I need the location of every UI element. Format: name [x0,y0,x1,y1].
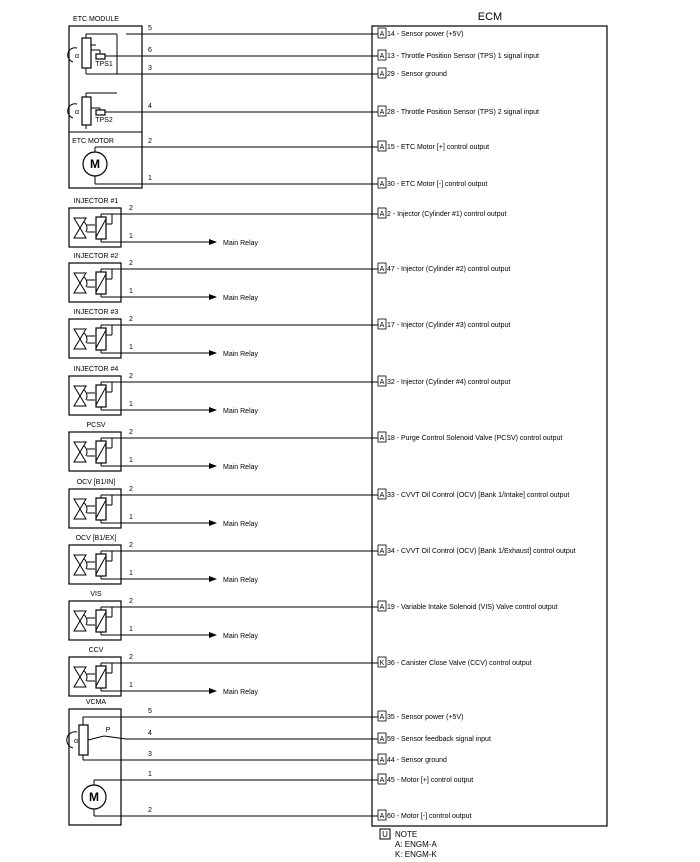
etc-module [68,16,142,188]
wire-number: 1 [148,175,152,182]
solenoid-block [69,253,510,302]
terminal-letter: A [379,322,385,329]
terminal-letter: A [379,379,385,386]
solenoid-block [69,366,510,415]
etc-pin-row [126,25,463,38]
etc-pin-row [126,103,539,116]
vcma-pin-row [126,807,471,820]
solenoid-block [69,591,558,640]
solenoid-block [69,479,569,528]
terminal-letter: A [379,604,385,611]
main-relay-label: Main Relay [223,521,259,528]
terminal-letter: A [379,757,385,764]
pins-layer [126,25,539,820]
wire-number: 3 [148,65,152,72]
main-relay-label: Main Relay [223,295,259,302]
wire-number: 2 [148,138,152,145]
terminal-letter: A [379,144,385,151]
wire-number: 1 [129,344,133,351]
solenoid-label: VIS [90,591,102,598]
main-relay-label: Main Relay [223,464,259,471]
pin-description: 2 - Injector (Cylinder #1) control output [387,211,507,218]
pin-description: 32 - Injector (Cylinder #4) control output [387,379,511,386]
vcma-pin-row [126,771,473,784]
solenoid-label: INJECTOR #2 [73,253,119,260]
vcma-pin-row [126,730,491,743]
wire-number: 1 [129,570,133,577]
solenoid-block [69,535,576,584]
pin-description: 28 - Throttle Position Sensor (TPS) 2 signal input [387,109,540,116]
main-relay-label: Main Relay [223,633,259,640]
note [380,829,437,859]
terminal-letter: A [379,109,385,116]
solenoid-label: INJECTOR #3 [73,309,119,316]
main-relay-label: Main Relay [223,408,259,415]
pin-description: 18 - Purge Control Solenoid Valve (PCSV) control output [387,435,563,442]
terminal-letter: A [379,53,385,60]
wire-number: 1 [129,514,133,521]
tps1-label: TPS1 [95,61,113,68]
note-line: A: ENGM-A [395,840,437,849]
wire-number: 2 [129,316,133,323]
solenoid-layer [69,198,576,696]
wire-number: 1 [129,288,133,295]
main-relay-label: Main Relay [223,240,259,247]
pin-description: 29 - Sensor ground [387,71,447,78]
vcma-pin-row [126,751,447,764]
terminal-letter: A [379,211,385,218]
note-icon-glyph: U [382,830,388,839]
pin-description: 36 - Canister Close Valve (CCV) control output [387,660,532,667]
svg-text:α: α [74,53,80,60]
terminal-letter: A [379,714,385,721]
pin-description: 44 - Sensor ground [387,757,447,764]
note-line: K: ENGM-K [395,850,437,859]
terminal-letter: A [379,266,385,273]
pin-description: 19 - Variable Intake Solenoid (VIS) Valve control output [387,604,558,611]
pin-description: 30 - ETC Motor [-] control output [387,181,488,188]
etc-module-label: ETC MODULE [73,16,119,23]
vcma-label: VCMA [85,699,107,706]
solenoid-label: CCV [88,647,104,654]
wire-number: 1 [129,626,133,633]
svg-text:α: α [74,109,80,116]
pin-description: 15 - ETC Motor [+] control output [387,144,490,151]
pin-description: 45 - Motor [+] control output [387,777,474,784]
terminal-letter: A [379,181,385,188]
wire-number: 2 [129,598,133,605]
terminal-letter: A [379,813,385,820]
wire-number: 6 [148,47,152,54]
solenoid-label: OCV [B1/EX] [75,535,117,542]
terminal-letter: A [379,435,385,442]
pin-description: 34 - CVVT Oil Control (OCV) [Bank 1/Exhaust] control output [387,548,576,555]
wire-number: 5 [148,25,152,32]
solenoid-label: PCSV [86,422,106,429]
wire-number: 4 [148,103,152,110]
pin-description: 47 - Injector (Cylinder #2) control output [387,266,511,273]
wire-number: 1 [129,401,133,408]
main-relay-label: Main Relay [223,689,259,696]
wire-number: 4 [148,730,152,737]
pin-description: 14 - Sensor power (+5V) [387,31,464,38]
etc-pin-row [126,65,447,78]
solenoid-label: OCV [B1/IN] [76,479,116,486]
etc-motor-symbol: M [90,157,100,171]
pin-description: 13 - Throttle Position Sensor (TPS) 1 signal input [387,53,540,60]
vcma-pot-label: P [105,727,111,734]
ecm-title: ECM [477,11,503,23]
main-relay-label: Main Relay [223,577,259,584]
wire-number: 2 [129,373,133,380]
pin-description: 17 - Injector (Cylinder #3) control output [387,322,511,329]
wire-number: 2 [129,205,133,212]
terminal-letter: A [379,548,385,555]
etc-motor-label: ETC MOTOR [72,138,114,145]
wire-number: 2 [129,542,133,549]
vcma-motor-symbol: M [89,790,99,804]
solenoid-label: INJECTOR #1 [73,198,119,205]
etc-pin-row [126,47,539,60]
pin-description: 59 - Sensor feedback signal input [387,736,491,743]
etc-pin-row [126,138,489,151]
wire-number: 2 [129,486,133,493]
solenoid-block [69,647,532,696]
solenoid-block [69,198,506,247]
wire-number: 3 [148,751,152,758]
main-relay-label: Main Relay [223,351,259,358]
wire-number: 2 [148,807,152,814]
terminal-letter: K [379,660,385,667]
terminal-letter: A [379,736,385,743]
pin-description: 60 - Motor [-] control output [387,813,472,820]
solenoid-block [69,422,562,471]
terminal-letter: A [379,31,385,38]
wire-number: 2 [129,260,133,267]
pin-description: 33 - CVVT Oil Control (OCV) [Bank 1/Intake] control output [387,492,570,499]
wire-number: 1 [129,233,133,240]
svg-text:α: α [73,738,79,745]
wire-number: 2 [129,654,133,661]
vcma-pin-row [126,708,463,721]
wire-number: 1 [129,457,133,464]
tps2-label: TPS2 [95,117,113,124]
wire-number: 5 [148,708,152,715]
wire-number: 1 [129,682,133,689]
terminal-letter: A [379,492,385,499]
solenoid-label: INJECTOR #4 [73,366,119,373]
terminal-letter: A [379,777,385,784]
note-title: NOTE [395,830,418,839]
solenoid-block [69,309,510,358]
etc-pin-row [126,175,487,188]
pin-description: 35 - Sensor power (+5V) [387,714,464,721]
wire-number: 2 [129,429,133,436]
terminal-letter: A [379,71,385,78]
vcma-module [67,699,126,825]
wire-number: 1 [148,771,152,778]
